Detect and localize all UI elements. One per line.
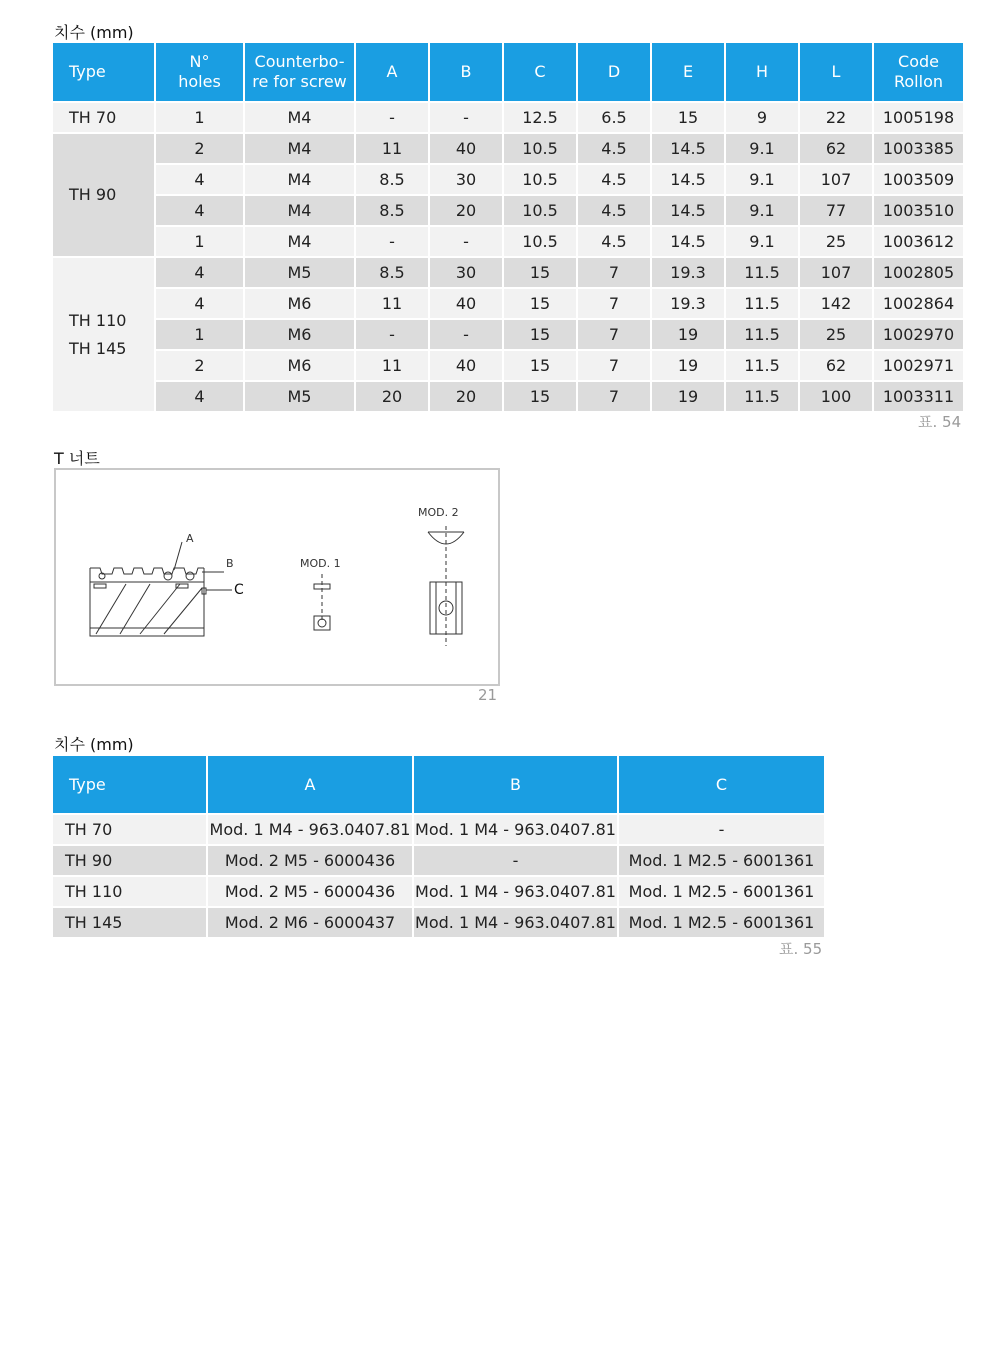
table2-header-cell: A [208,756,414,813]
table-cell: 4 [156,163,245,194]
table-cell: 1002805 [874,256,963,287]
type-cell: TH 145 [53,906,208,937]
table-cell: 8.5 [356,163,430,194]
table-cell: - [356,225,430,256]
table2-caption: 표. 55 [779,940,823,958]
label-b: B [226,557,234,570]
table-cell: 11 [356,132,430,163]
table1-header-cell: D [578,43,652,101]
t-nut-figure [54,468,500,686]
table2-header-cell: C [619,756,824,813]
table-cell: 1003510 [874,194,963,225]
table-cell: M4 [245,132,356,163]
label-c: C [234,582,244,598]
table-cell: 4.5 [578,225,652,256]
table-cell: - [619,813,824,844]
table-cell: 11 [356,287,430,318]
table-cell: 77 [800,194,874,225]
profile-section-drawing [90,542,232,636]
table-cell: 62 [800,132,874,163]
table-cell: 4 [156,287,245,318]
table-cell: 40 [430,349,504,380]
table-cell: M4 [245,225,356,256]
table-cell: 7 [578,318,652,349]
table-cell: 15 [504,380,578,411]
table-cell: 20 [356,380,430,411]
table1-header-cell: Type [53,43,156,101]
type-cell: TH 90 [53,132,156,256]
table-cell: 142 [800,287,874,318]
table-cell: 20 [430,194,504,225]
table-cell: 1003311 [874,380,963,411]
table-cell: 1 [156,318,245,349]
table-cell: 107 [800,163,874,194]
table-cell: 14.5 [652,163,726,194]
table-cell: 9 [726,101,800,132]
label-mod2: MOD. 2 [418,506,459,519]
table-row [53,163,963,194]
table-cell: M4 [245,194,356,225]
table-cell: 9.1 [726,163,800,194]
table2-title: 치수 (mm) [54,735,134,754]
table-cell: 15 [504,349,578,380]
table-cell: 4 [156,380,245,411]
table-cell: 25 [800,318,874,349]
table-row [53,349,963,380]
table-row [53,101,963,132]
table-cell: - [356,318,430,349]
table1-title: 치수 (mm) [54,23,134,42]
table-cell: 40 [430,287,504,318]
type-cell: TH 90 [53,844,208,875]
table2-header-cell: B [414,756,619,813]
table-cell: M4 [245,101,356,132]
dimensions-table [53,43,963,411]
table-cell: M6 [245,318,356,349]
table-row [53,906,824,937]
table-cell: Mod. 2 M5 - 6000436 [208,875,414,906]
table-cell: - [430,225,504,256]
table-cell: 10.5 [504,225,578,256]
table-cell: 19.3 [652,256,726,287]
table-cell: 14.5 [652,132,726,163]
table-row [53,380,963,411]
table-cell: 9.1 [726,132,800,163]
table-cell: 19 [652,349,726,380]
table-cell: 15 [504,318,578,349]
table-cell: 4.5 [578,132,652,163]
type-cell: TH 110 [53,875,208,906]
table-row [53,287,963,318]
table-row [53,875,824,906]
type-cell: TH 70 [53,813,208,844]
table-cell: 15 [504,287,578,318]
table-cell: 9.1 [726,225,800,256]
t-nut-drawing [56,470,498,684]
table-cell: 2 [156,349,245,380]
type-cell: TH 70 [53,101,156,132]
mod2-drawing [428,526,464,646]
table-cell: 1002970 [874,318,963,349]
table-cell: Mod. 1 M2.5 - 6001361 [619,844,824,875]
table-cell: 4.5 [578,163,652,194]
table1-header-cell: N° holes [156,43,245,101]
table-cell: 11 [356,349,430,380]
table-cell: 10.5 [504,132,578,163]
table-cell: M5 [245,256,356,287]
table-cell: 62 [800,349,874,380]
table-cell: Mod. 1 M2.5 - 6001361 [619,875,824,906]
table-row [53,844,824,875]
table-cell: Mod. 1 M4 - 963.0407.81 [414,906,619,937]
table-row [53,194,963,225]
table-cell: - [430,101,504,132]
figure-title: T 너트 [54,449,100,468]
table-cell: M6 [245,287,356,318]
table-cell: Mod. 2 M6 - 6000437 [208,906,414,937]
table-cell: - [356,101,430,132]
table-cell: 11.5 [726,287,800,318]
table-cell: 7 [578,287,652,318]
table-cell: 2 [156,132,245,163]
table-cell: 1 [156,101,245,132]
table-cell: 12.5 [504,101,578,132]
table-cell: 1003612 [874,225,963,256]
table-cell: 7 [578,380,652,411]
table-cell: 15 [504,256,578,287]
label-mod1: MOD. 1 [300,557,341,570]
table-row [53,132,963,163]
table-cell: 7 [578,256,652,287]
table-cell: 10.5 [504,163,578,194]
table-cell: 30 [430,256,504,287]
table2-header-cell: Type [53,756,208,813]
table-cell: 1002971 [874,349,963,380]
table-cell: 7 [578,349,652,380]
table-cell: 4 [156,256,245,287]
table-row [53,256,963,287]
table-cell: 1005198 [874,101,963,132]
table-cell: M5 [245,380,356,411]
table-cell: - [414,844,619,875]
table-cell: 22 [800,101,874,132]
table-row [53,813,824,844]
table-cell: 14.5 [652,225,726,256]
table-cell: Mod. 1 M4 - 963.0407.81 [414,875,619,906]
t-nut-table [53,756,824,937]
table-row [53,318,963,349]
table-cell: Mod. 1 M4 - 963.0407.81 [414,813,619,844]
table-cell: 1003509 [874,163,963,194]
table-cell: 8.5 [356,194,430,225]
table-cell: 14.5 [652,194,726,225]
table-cell: 4.5 [578,194,652,225]
table1-header-cell: C [504,43,578,101]
table1-header-cell: Counterbo- re for screw [245,43,356,101]
table-cell: 19.3 [652,287,726,318]
type-cell: TH 110 TH 145 [53,256,156,411]
table-cell: 11.5 [726,318,800,349]
table-cell: Mod. 1 M4 - 963.0407.81 [208,813,414,844]
table-cell: 1002864 [874,287,963,318]
table-cell: 1003385 [874,132,963,163]
table1-header-cell: H [726,43,800,101]
table-cell: 10.5 [504,194,578,225]
table-cell: 4 [156,194,245,225]
table-cell: 11.5 [726,256,800,287]
table-cell: 19 [652,318,726,349]
table1-header-cell: L [800,43,874,101]
table-cell: M4 [245,163,356,194]
table-cell: 19 [652,380,726,411]
table-cell: 8.5 [356,256,430,287]
table-cell: 1 [156,225,245,256]
mod1-drawing [314,574,330,630]
label-a: A [186,532,194,545]
table-cell: 107 [800,256,874,287]
table-cell: - [430,318,504,349]
table-cell: 9.1 [726,194,800,225]
table-cell: 11.5 [726,380,800,411]
table-cell: M6 [245,349,356,380]
table-cell: Mod. 2 M5 - 6000436 [208,844,414,875]
figure-caption: 21 [478,686,498,704]
table-cell: 15 [652,101,726,132]
table-cell: Mod. 1 M2.5 - 6001361 [619,906,824,937]
table-cell: 25 [800,225,874,256]
table-cell: 40 [430,132,504,163]
table-row [53,225,963,256]
table-cell: 11.5 [726,349,800,380]
table-cell: 30 [430,163,504,194]
table1-header-cell: E [652,43,726,101]
table1-caption: 표. 54 [918,413,962,431]
table1-header-cell: Code Rollon [874,43,963,101]
table1-header-cell: B [430,43,504,101]
table1-header-cell: A [356,43,430,101]
table-cell: 6.5 [578,101,652,132]
table-cell: 20 [430,380,504,411]
table-cell: 100 [800,380,874,411]
